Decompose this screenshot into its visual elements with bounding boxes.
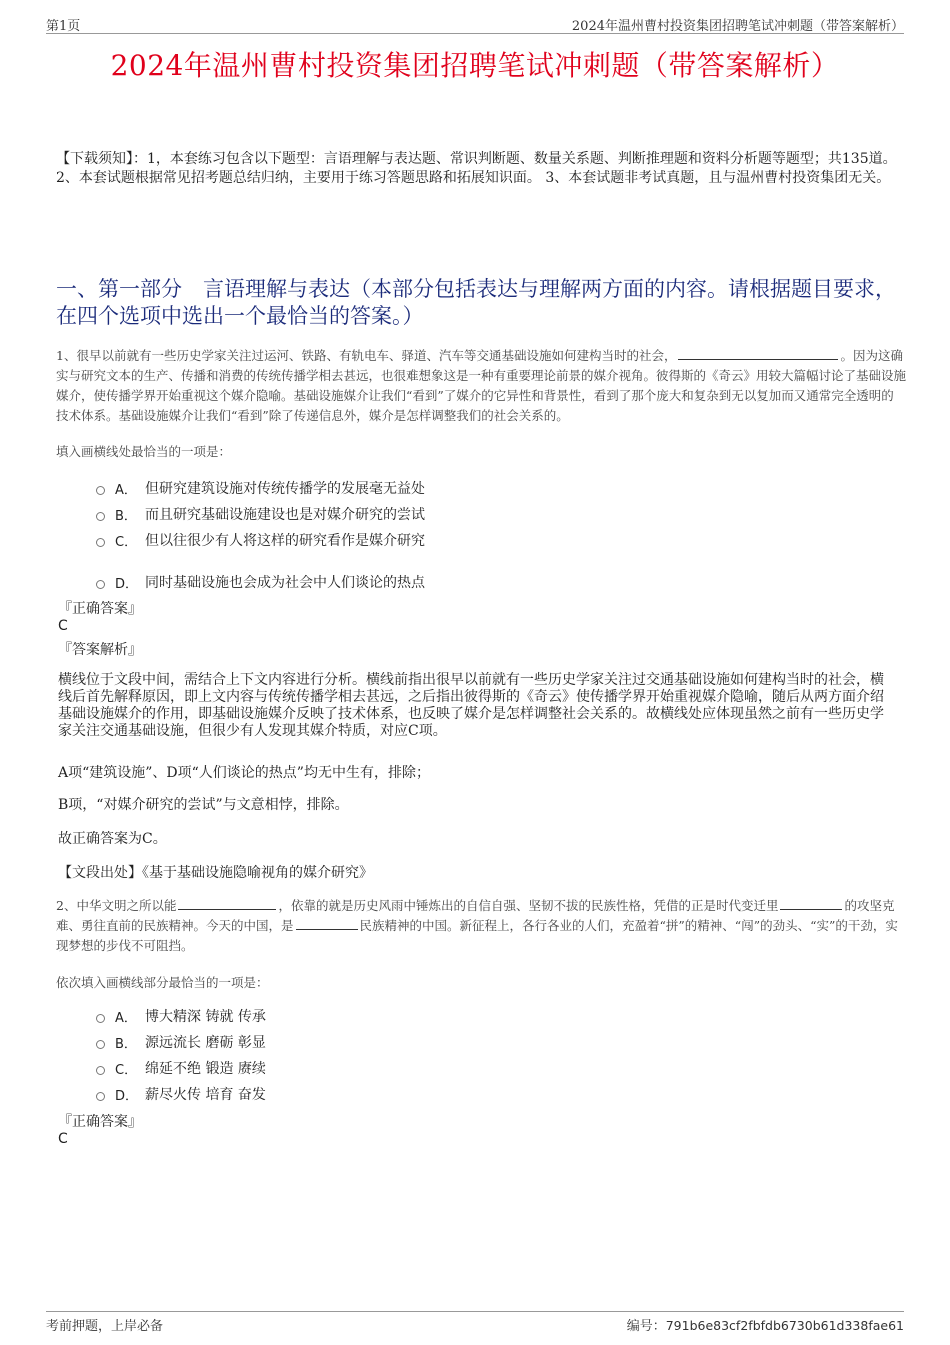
radio-icon[interactable] bbox=[96, 580, 105, 589]
q1-option-a[interactable]: A． 但研究建筑设施对传统传播学的发展毫无益处 bbox=[96, 478, 425, 498]
answer-blank bbox=[178, 897, 276, 910]
question-1-stem bbox=[56, 346, 906, 426]
section-title: 一、第一部分 言语理解与表达（本部分包括表达与理解两方面的内容。请根据题目要求，在四个选项中选出一个最恰当的答案。） bbox=[56, 277, 896, 328]
radio-icon[interactable] bbox=[96, 1040, 105, 1049]
q1-answer-label: 『正确答案』 bbox=[58, 601, 142, 617]
page-footer bbox=[46, 1311, 904, 1334]
q2-answer: C bbox=[58, 1131, 68, 1147]
q1-option-c[interactable]: C． 但以往很少有人将这样的研究看作是媒介研究 bbox=[96, 530, 425, 550]
radio-icon[interactable] bbox=[96, 538, 105, 547]
page-header bbox=[46, 15, 904, 34]
q1-analysis: 横线位于文段中间，需结合上下文内容进行分析。横线前指出很早以前就有一些历史学家关注过交通基础设施如何建构当时的社会，横线后首先解释原因，即上文内容与传统传播学相去甚远，之后指出彼得斯的《奇云》使传播学界开始重视媒介隐喻，随后从两方面介绍基础设施媒介的作用，即基础设施媒介反映了技术体系，也反映了媒介是怎样调整社会关系的。故横线处应体现虽然之前有一些历史学家关注交通基础设施，但很少有人发现其媒介特质，对应C项。 bbox=[58, 672, 884, 739]
q1-option-d[interactable]: D． 同时基础设施也会成为社会中人们谈论的热点 bbox=[96, 572, 425, 592]
radio-icon[interactable] bbox=[96, 512, 105, 521]
q2-answer-label: 『正确答案』 bbox=[58, 1114, 142, 1130]
radio-icon[interactable] bbox=[96, 1014, 105, 1023]
page-number: 第1页 bbox=[46, 19, 81, 34]
radio-icon[interactable] bbox=[96, 486, 105, 495]
question-2-stem: 2、中华文明之所以能 ，依靠的就是历史风雨中锤炼出的自信自强、坚韧不拔的民族性格，凭借的正是时代变迁里 的攻坚克难、勇往直前的民族精神。今天的中国，是 民族精神的中国。新征程上，各行各业的人们，充盈着“拼”的精神、“闯”的劲头、“实”的干劲，实现梦想的步伐不可阻挡。 bbox=[56, 898, 898, 953]
q1-answer: C bbox=[58, 618, 68, 634]
download-notice: 【下载须知】：1，本套练习包含以下题型：言语理解与表达题、常识判断题、数量关系题、判断推理题和资料分析题等题型；共135道。 2、本套试题根据常见招考题总结归纳，主要用于练习答题思路和拓展知识面。 3、本套试题非考试真题，且与温州曹村投资集团无关。 bbox=[56, 151, 897, 186]
footer-slogan: 考前押题，上岸必备 bbox=[46, 1319, 164, 1334]
q1-analysis-para-1: A项“建筑设施”、D项“人们谈论的热点”均无中生有，排除； bbox=[58, 765, 430, 781]
q1-stem-part2: 。因为这确实与研究文本的生产、传播和消费的传统传播学相去甚远，也很难想象这是一种有重要理论前景的媒介视角。彼得斯的《奇云》用较大篇幅讨论了基础设施媒介，使传播学界开始重视这个媒介隐喻。基础设施媒介让我们“看到”了媒介的它异性和背景性，看到了那个庞大和复杂到无以复加而又通常完全透明的技术体系。基础设施媒介让我们“看到”除了传递信息外，媒介是怎样调整我们的社会关系的。 bbox=[56, 348, 907, 423]
q2-option-b[interactable]: B． 源远流长 磨砺 彰显 bbox=[96, 1032, 266, 1052]
q2-option-d[interactable]: D． 薪尽火传 培育 奋发 bbox=[96, 1084, 266, 1104]
q1-stem-part1: 1、很早以前就有一些历史学家关注过运河、铁路、有轨电车、驿道、汽车等交通基础设施如何建构当时的社会， bbox=[56, 348, 677, 363]
header-doc-title: 2024年温州曹村投资集团招聘笔试冲刺题（带答案解析） bbox=[571, 19, 904, 34]
q1-analysis-label: 『答案解析』 bbox=[58, 642, 142, 658]
q1-analysis-para-2: B项，“对媒介研究的尝试”与文意相悖，排除。 bbox=[58, 797, 349, 813]
q2-option-c[interactable]: C． 绵延不绝 锻造 赓续 bbox=[96, 1058, 266, 1078]
answer-blank bbox=[780, 897, 842, 910]
question-1-prompt: 填入画横线处最恰当的一项是： bbox=[56, 444, 232, 459]
q2-option-a[interactable]: A． 博大精深 铸就 传承 bbox=[96, 1006, 266, 1026]
radio-icon[interactable] bbox=[96, 1066, 105, 1075]
document-title: 2024年温州曹村投资集团招聘笔试冲刺题（带答案解析） bbox=[110, 49, 840, 82]
footer-code: 编号：791b6e83cf2fbfdb6730b61d338fae61 bbox=[626, 1318, 904, 1334]
radio-icon[interactable] bbox=[96, 1092, 105, 1101]
question-2-prompt: 依次填入画横线部分最恰当的一项是： bbox=[56, 975, 269, 990]
q1-option-b[interactable]: B． 而且研究基础设施建设也是对媒介研究的尝试 bbox=[96, 504, 425, 524]
q1-analysis-para-3: 故正确答案为C。 bbox=[58, 831, 167, 847]
answer-blank bbox=[678, 347, 838, 360]
answer-blank bbox=[296, 917, 358, 930]
q1-source: 【文段出处】《基于基础设施隐喻视角的媒介研究》 bbox=[58, 865, 373, 881]
